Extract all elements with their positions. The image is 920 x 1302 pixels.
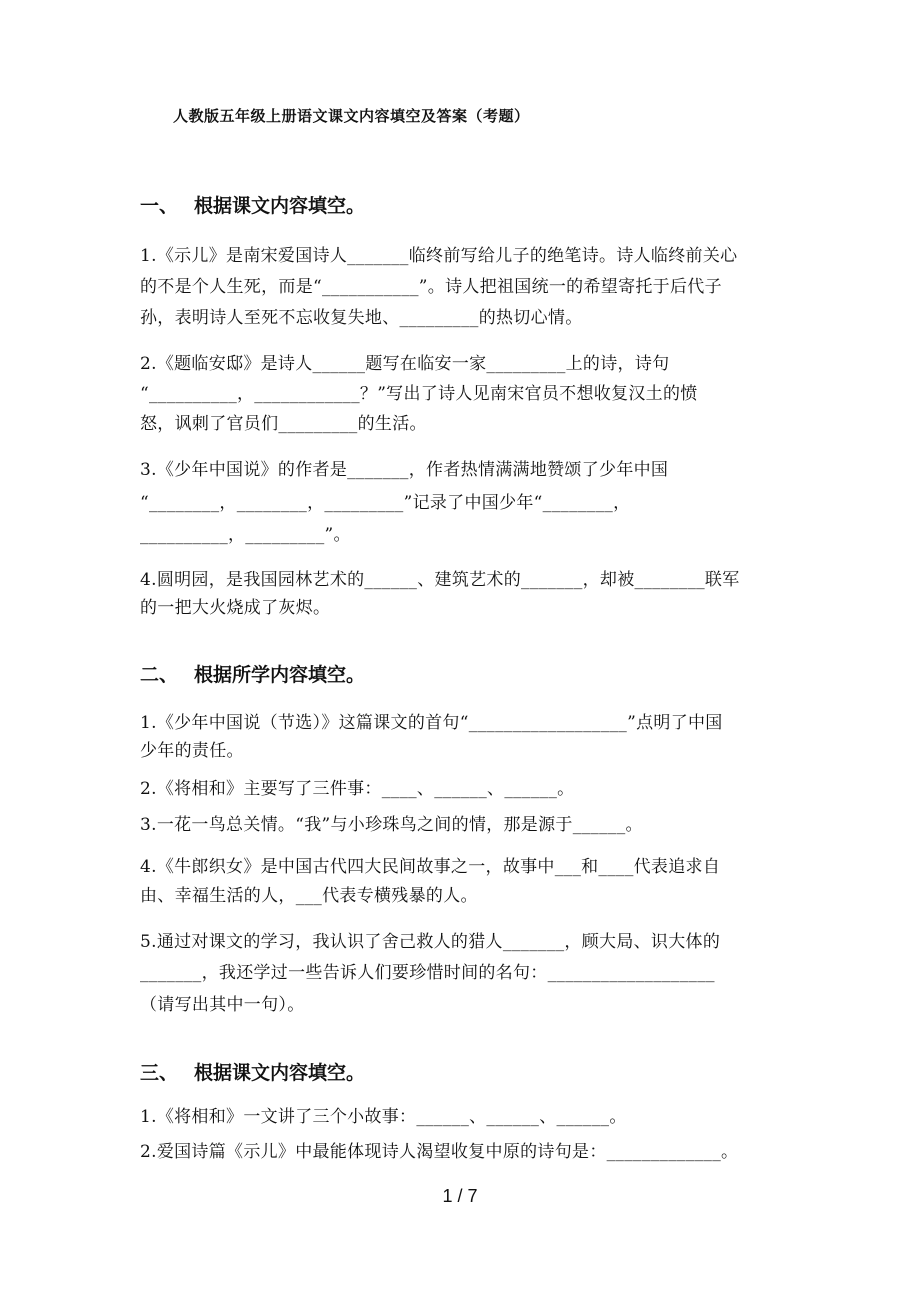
section-number: 三、: [140, 1062, 179, 1084]
question-line: 的不是个人生死，而是“___________”。诗人把祖国统一的希望寄托于后代子: [140, 277, 722, 297]
question-line: 1.《示儿》是南宋爱国诗人_______临终前写给儿子的绝笔诗。诗人临终前关心: [140, 246, 738, 266]
section-title: 根据课文内容填空。: [194, 1062, 366, 1084]
question-line: 1.《将相和》一文讲了三个小故事：______、______、______。: [140, 1107, 627, 1127]
question-line: 5.通过对课文的学习，我认识了舍己救人的猎人_______，顾大局、识大体的: [140, 932, 721, 952]
question-line: 3.一花一鸟总关情。“我”与小珍珠鸟之间的情，那是源于______。: [140, 815, 643, 835]
question-line: （请写出其中一句）。: [140, 995, 305, 1015]
question-line: __________，_________”。: [140, 525, 351, 545]
section-number: 二、: [140, 664, 179, 686]
question-line: 由、幸福生活的人，___代表专横残暴的人。: [140, 886, 478, 906]
question-line: “__________，____________？”写出了诗人见南宋官员不想收复汉土的愤: [140, 384, 698, 404]
page-indicator: 1 / 7: [442, 1186, 478, 1206]
question-line: 孙，表明诗人至死不忘收复失地、_________的热切心情。: [140, 308, 583, 328]
section-heading: [140, 191, 365, 218]
question-line: 2.《将相和》主要写了三件事：____、______、______。: [140, 779, 575, 799]
question-line: 少年的责任。: [140, 741, 244, 761]
question-line: 的一把大火烧成了灰烬。: [140, 598, 331, 618]
question-line: 4.《牛郎织女》是中国古代四大民间故事之一，故事中___和____代表追求自: [140, 857, 721, 877]
question-line: 1.《少年中国说（节选）》这篇课文的首句“__________________”点明了中国: [140, 713, 723, 733]
question-line: 4.圆明园，是我国园林艺术的______、建筑艺术的_______，却被________联军: [140, 570, 740, 590]
section-title: 根据所学内容填空。: [194, 664, 366, 686]
section-title: 根据课文内容填空。: [194, 195, 366, 217]
question-line: _______，我还学过一些告诉人们要珍惜时间的名句：___________________: [140, 963, 715, 983]
document-title: 人教版五年级上册语文课文内容填空及答案（考题）: [173, 107, 530, 125]
section-number: 一、: [140, 195, 179, 217]
section-heading: [140, 1058, 365, 1085]
question-line: 2.爱国诗篇《示儿》中最能体现诗人渴望收复中原的诗句是：_____________。: [140, 1142, 739, 1162]
section-heading: [140, 660, 365, 687]
question-line: “________，________，_________”记录了中国少年“________，: [140, 493, 631, 513]
question-line: 3.《少年中国说》的作者是_______，作者热情满满地赞颂了少年中国: [140, 460, 669, 480]
question-line: 怒，讽刺了官员们_________的生活。: [140, 414, 427, 434]
question-line: 2.《题临安邸》是诗人______题写在临安一家_________上的诗，诗句: [140, 354, 670, 374]
